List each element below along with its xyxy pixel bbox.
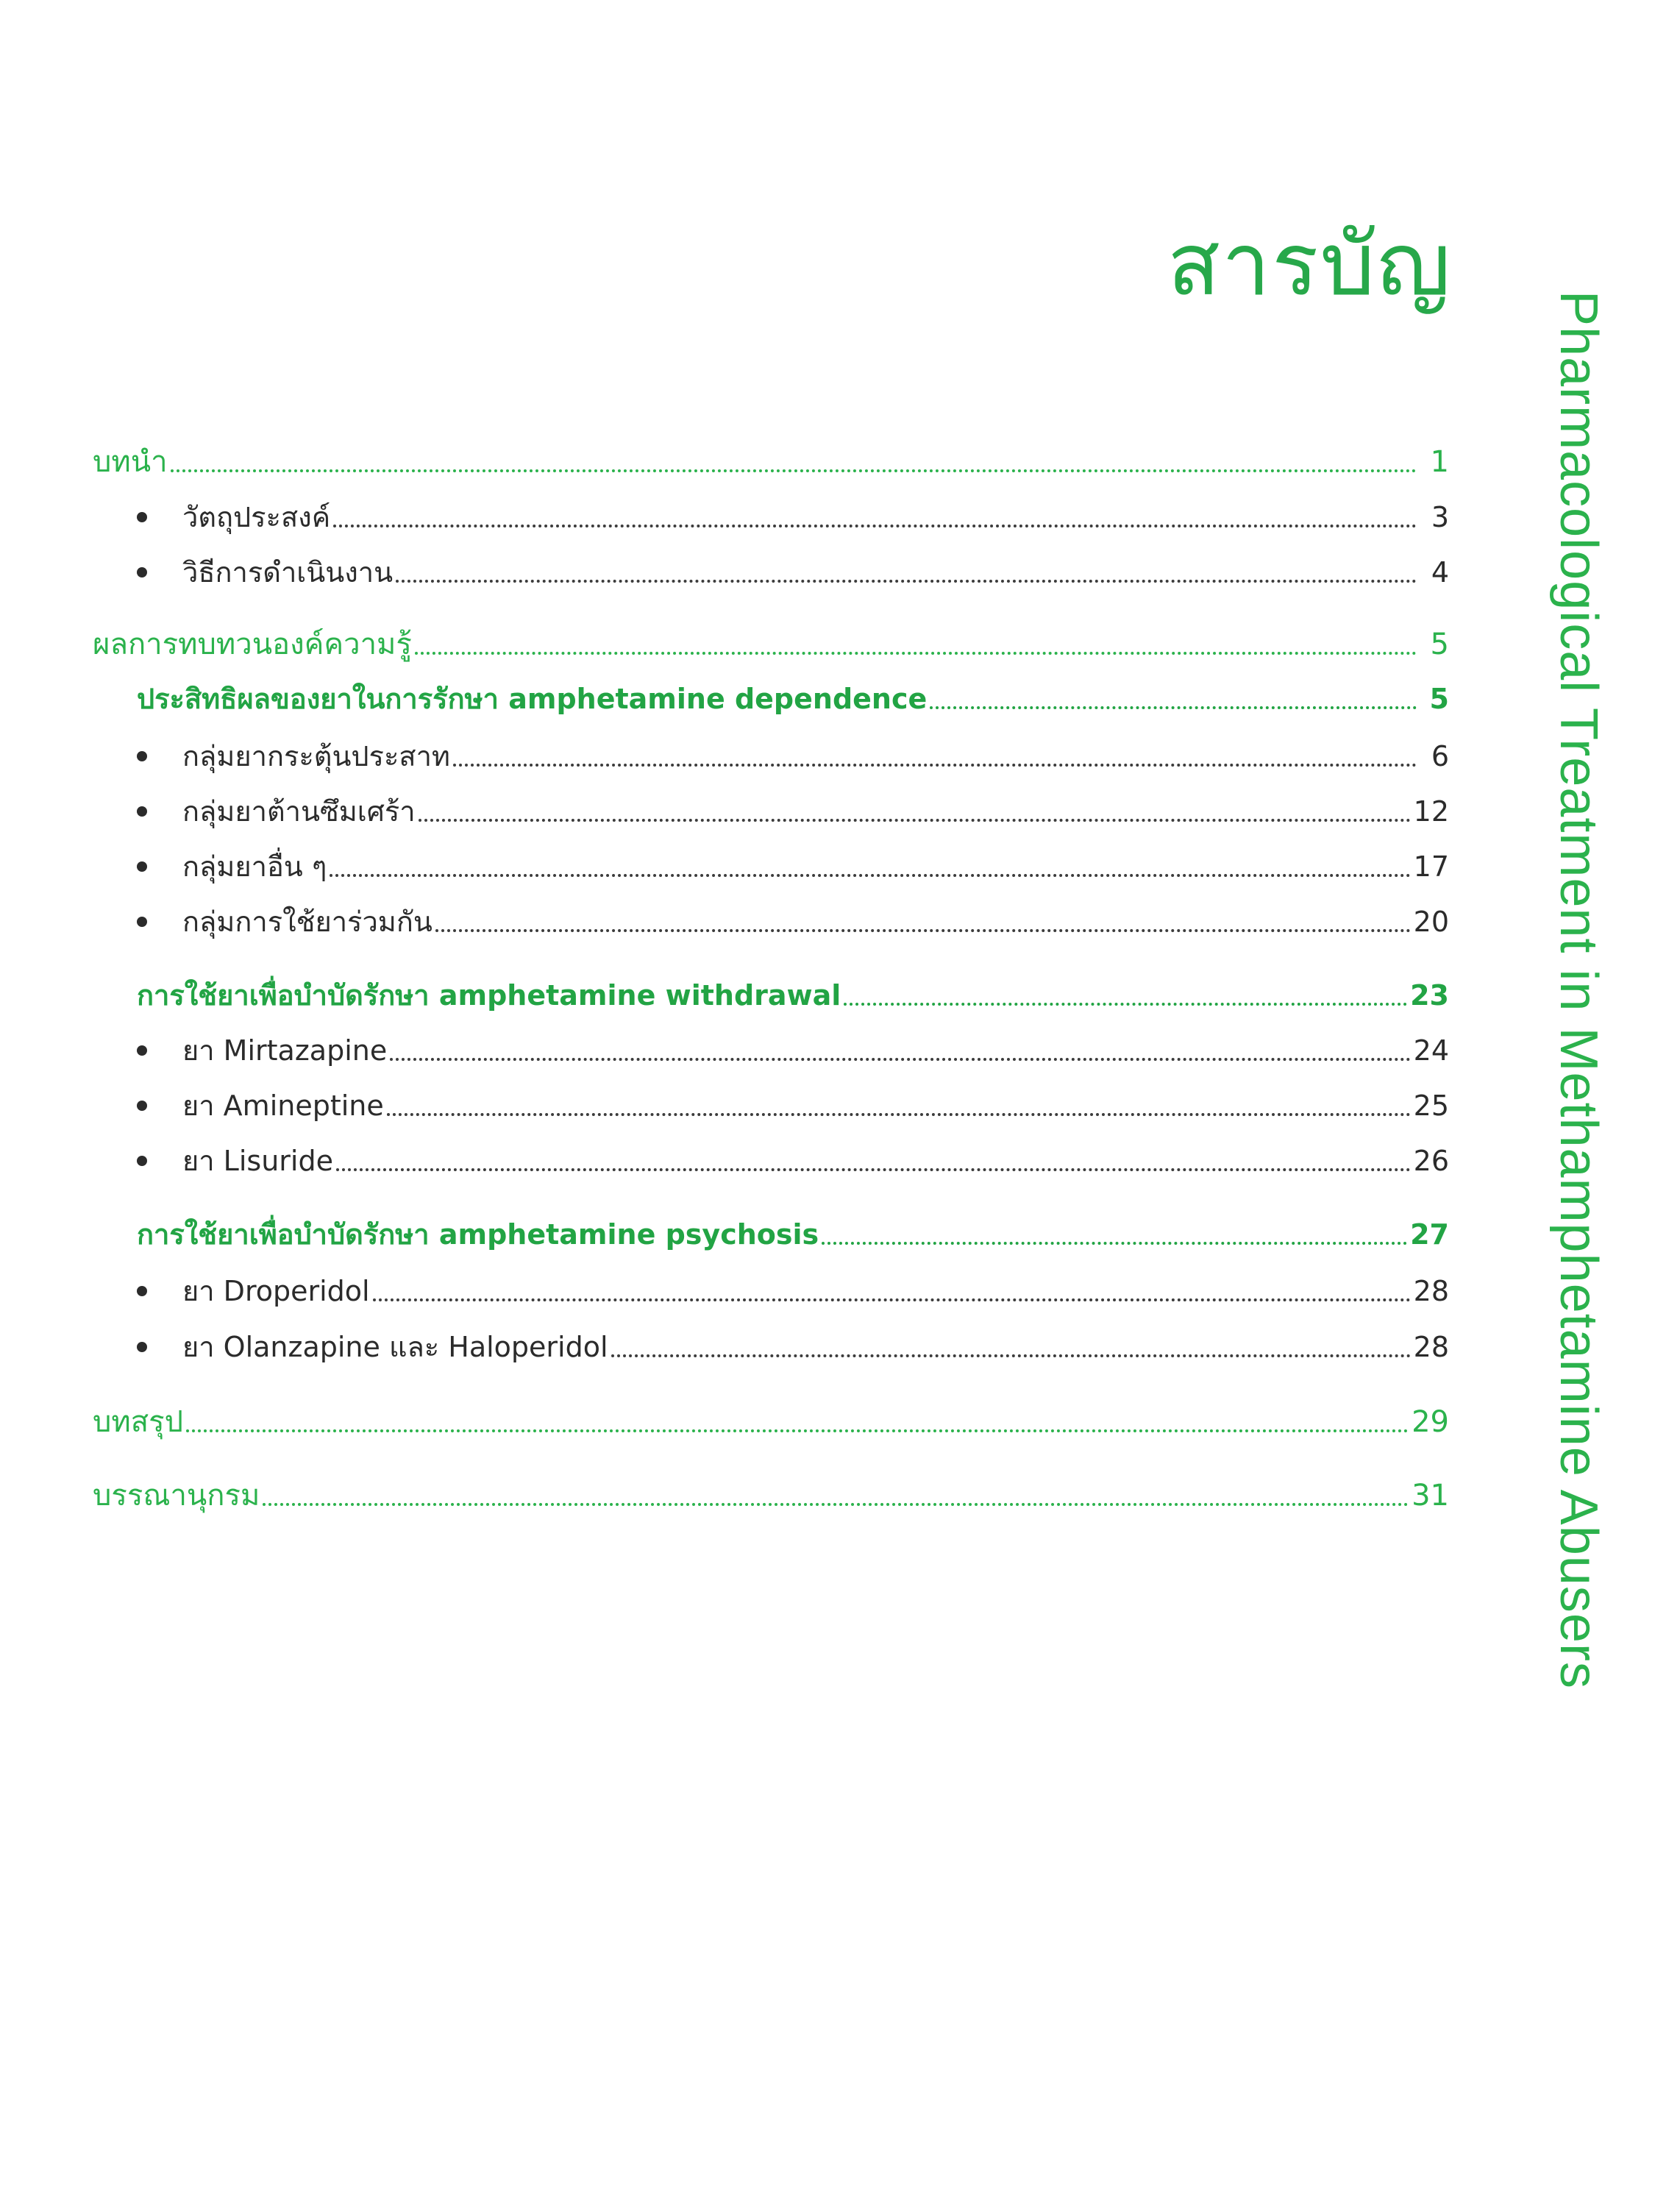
toc-entry[interactable] [137,791,1449,832]
bullet-icon [137,751,147,761]
toc-entry[interactable] [93,1401,1449,1443]
toc-page-number: 25 [1413,1090,1449,1122]
toc-entry-text: บทนำ [93,445,168,479]
toc-entry[interactable] [137,1214,1449,1255]
toc-page-number: 29 [1412,1405,1449,1439]
toc-entry-text: กลุ่มยาอื่น ๆ [182,850,327,883]
dot-leader [419,819,1411,822]
toc-entry[interactable] [137,1085,1449,1126]
toc-entry-label [93,441,168,483]
bullet-icon [137,861,147,872]
toc-entry-label [137,1214,819,1255]
toc-entry-text: วิธีการดำเนินงาน [182,556,394,589]
toc-entry[interactable] [93,624,1449,665]
side-title: Pharmacological Treatment in Methamphetamine Abusers [1549,291,1608,1689]
bullet-icon [137,567,147,577]
toc-entry[interactable] [137,1140,1449,1181]
toc-entry-text: การใช้ยาเพื่อบำบัดรักษา amphetamine withdrawal [137,979,841,1012]
toc-entry-label [137,975,841,1016]
toc-page-number: 28 [1413,1275,1449,1307]
toc-entry-label [137,846,327,887]
dot-leader [844,1003,1407,1006]
bullet-icon [137,1045,147,1056]
toc-entry[interactable] [137,678,1449,719]
toc-entry[interactable] [137,497,1449,538]
toc-entry-text: ประสิทธิผลของยาในการรักษา amphetamine dependence [137,683,928,715]
toc-entry-text: ยา Lisuride [182,1145,333,1177]
toc-entry[interactable] [93,1475,1449,1516]
toc-entry-text: กลุ่มการใช้ยาร่วมกัน [182,906,433,938]
toc-entry[interactable] [137,552,1449,593]
toc-entry[interactable] [137,736,1449,777]
toc-entry-label [93,1401,183,1443]
toc-page-number: 20 [1413,906,1449,938]
dot-leader [186,1429,1409,1432]
toc-entry-text: ยา Olanzapine และ Haloperidol [182,1331,608,1363]
dot-leader [435,929,1411,932]
toc-page-number: 12 [1413,795,1449,828]
bullet-icon [137,806,147,817]
page-title: สารบัญ [1167,213,1452,315]
toc-entry-text: ยา Droperidol [182,1275,370,1307]
bullet-icon [137,1342,147,1352]
toc-entry-label [93,624,412,665]
toc-entry-label [137,1030,387,1071]
toc-entry-label [137,552,393,593]
toc-entry-label [137,497,330,538]
dot-leader [333,525,1417,527]
bullet-icon [137,1101,147,1111]
bullet-icon [137,1156,147,1166]
dot-leader [263,1503,1409,1506]
toc-entry-text: ยา Amineptine [182,1090,384,1122]
toc-entry[interactable] [93,441,1449,483]
toc-page-number: 1 [1430,445,1449,479]
dot-leader [453,764,1417,767]
toc-entry-label [137,791,416,832]
toc-page-number: 24 [1413,1034,1449,1067]
dot-leader [930,706,1417,709]
toc-entry-label [137,1326,608,1368]
dot-leader [387,1113,1411,1116]
toc-entry-label [137,901,433,942]
toc-page-number: 28 [1413,1331,1449,1363]
toc-page-number: 31 [1412,1479,1449,1513]
toc-page-number: 26 [1413,1145,1449,1177]
toc-entry-text: การใช้ยาเพื่อบำบัดรักษา amphetamine psychosis [137,1218,819,1251]
toc-entry-text: วัตถุประสงค์ [182,501,331,533]
toc-page-number: 27 [1410,1218,1449,1251]
toc-entry-label [137,1270,370,1312]
bullet-icon [137,512,147,522]
dot-leader [396,580,1417,583]
toc-entry[interactable] [137,846,1449,887]
toc-page-number: 3 [1431,501,1449,533]
toc-entry-text: ผลการทบทวนองค์ความรู้ [93,628,412,661]
toc-page-number: 17 [1413,850,1449,883]
toc-page-number: 6 [1431,740,1449,772]
toc-entry-text: บรรณานุกรม [93,1479,260,1513]
toc-entry-label [137,1085,384,1126]
toc-entry-text: บทสรุป [93,1405,184,1439]
toc-entry[interactable] [137,975,1449,1016]
toc-entry[interactable] [137,1270,1449,1312]
toc-entry-label [137,1140,333,1181]
dot-leader [330,874,1410,877]
toc-entry-text: กลุ่มยาต้านซึมเศร้า [182,795,416,828]
toc-page-number: 5 [1429,683,1449,715]
dot-leader [336,1168,1411,1171]
toc-entry-label [137,678,927,719]
bullet-icon [137,1286,147,1296]
toc-entry[interactable] [137,901,1449,942]
dot-leader [415,652,1417,655]
dot-leader [171,469,1417,472]
toc-entry[interactable] [137,1030,1449,1071]
toc-entry-label [93,1475,260,1516]
toc-entry-text: กลุ่มยากระตุ้นประสาท [182,740,450,772]
toc-page-number: 5 [1430,628,1449,661]
toc-entry-label [137,736,450,777]
dot-leader [390,1058,1410,1061]
toc-page-number: 4 [1431,556,1449,589]
bullet-icon [137,917,147,927]
toc-page-number: 23 [1410,979,1449,1012]
toc-entry-text: ยา Mirtazapine [182,1034,388,1067]
dot-leader [822,1242,1407,1245]
dot-leader [611,1354,1411,1357]
toc-entry[interactable] [137,1326,1449,1368]
dot-leader [373,1298,1411,1301]
